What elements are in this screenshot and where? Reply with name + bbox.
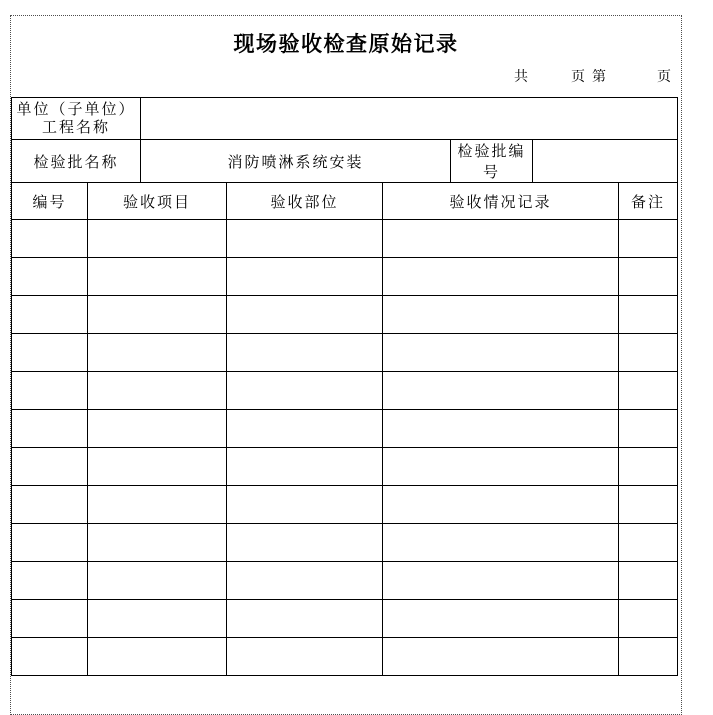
- empty-cell: [619, 562, 678, 600]
- empty-cell: [12, 448, 88, 486]
- empty-cell: [619, 524, 678, 562]
- empty-cell: [383, 486, 619, 524]
- empty-cell: [227, 372, 383, 410]
- form-header-rows: [12, 98, 678, 220]
- empty-cell: [383, 220, 619, 258]
- page-ordinal-label: 第: [592, 70, 606, 85]
- empty-data-row: [12, 600, 678, 638]
- empty-cell: [227, 410, 383, 448]
- empty-cell: [619, 296, 678, 334]
- empty-data-row: [12, 334, 678, 372]
- empty-cell: [619, 220, 678, 258]
- batch-name-value-cell: 消防喷淋系统安装: [141, 140, 451, 183]
- empty-cell: [88, 562, 227, 600]
- page-unit-label: 页: [657, 70, 671, 85]
- empty-cell: [619, 486, 678, 524]
- empty-cell: [88, 600, 227, 638]
- empty-cell: [12, 334, 88, 372]
- empty-cell: [12, 638, 88, 676]
- empty-cell: [619, 258, 678, 296]
- empty-cell: [88, 410, 227, 448]
- empty-cell: [88, 258, 227, 296]
- empty-cell: [12, 600, 88, 638]
- empty-cell: [12, 562, 88, 600]
- empty-cell: [227, 638, 383, 676]
- header-cell-number: 编号: [12, 183, 88, 220]
- header-cell-item: 验收项目: [88, 183, 227, 220]
- empty-cell: [619, 600, 678, 638]
- empty-cell: [619, 372, 678, 410]
- header-cell-record: 验收情况记录: [383, 183, 619, 220]
- empty-data-row: [12, 448, 678, 486]
- header-cell-location: 验收部位: [227, 183, 383, 220]
- empty-cell: [88, 334, 227, 372]
- empty-cell: [227, 220, 383, 258]
- empty-cell: [88, 638, 227, 676]
- batch-no-value-cell: [533, 140, 678, 183]
- unit-project-value-cell: [141, 98, 678, 140]
- batch-row: [12, 140, 678, 183]
- pages-unit-label: 页: [571, 70, 585, 85]
- unit-project-row: [12, 98, 678, 140]
- empty-cell: [227, 334, 383, 372]
- empty-cell: [88, 220, 227, 258]
- empty-data-row: [12, 524, 678, 562]
- empty-cell: [12, 372, 88, 410]
- inspection-record-table: [11, 97, 678, 676]
- empty-cell: [619, 448, 678, 486]
- unit-project-label-cell: [12, 98, 141, 140]
- empty-cell: [383, 296, 619, 334]
- empty-cell: [227, 562, 383, 600]
- pages-total-label: 共: [514, 70, 528, 85]
- empty-cell: [12, 296, 88, 334]
- empty-cell: [12, 524, 88, 562]
- empty-data-row: [12, 296, 678, 334]
- empty-cell: [383, 562, 619, 600]
- empty-cell: [12, 486, 88, 524]
- empty-cell: [88, 448, 227, 486]
- empty-cell: [88, 372, 227, 410]
- empty-cell: [383, 448, 619, 486]
- empty-cell: [227, 296, 383, 334]
- empty-cell: [383, 524, 619, 562]
- empty-cell: [227, 258, 383, 296]
- empty-data-row: [12, 638, 678, 676]
- empty-cell: [383, 638, 619, 676]
- empty-cell: [383, 600, 619, 638]
- header-cell-remarks: 备注: [619, 183, 678, 220]
- empty-cell: [12, 220, 88, 258]
- empty-cell: [227, 600, 383, 638]
- empty-cell: [88, 524, 227, 562]
- batch-no-label-cell: 检验批编号: [451, 140, 533, 183]
- empty-cell: [619, 638, 678, 676]
- empty-cell: [227, 448, 383, 486]
- batch-name-label-cell: 检验批名称: [12, 140, 141, 183]
- empty-cell: [383, 334, 619, 372]
- empty-cell: [383, 258, 619, 296]
- empty-data-row: [12, 410, 678, 448]
- empty-cell: [88, 296, 227, 334]
- empty-rows-body: [12, 220, 678, 676]
- empty-cell: [383, 410, 619, 448]
- empty-data-row: [12, 372, 678, 410]
- empty-data-row: [12, 562, 678, 600]
- empty-cell: [12, 258, 88, 296]
- empty-data-row: [12, 486, 678, 524]
- empty-data-row: [12, 258, 678, 296]
- empty-cell: [619, 334, 678, 372]
- empty-cell: [619, 410, 678, 448]
- empty-data-row: [12, 220, 678, 258]
- document-title: 现场验收检查原始记录: [233, 33, 459, 56]
- empty-cell: [227, 486, 383, 524]
- empty-cell: [383, 372, 619, 410]
- empty-cell: [12, 410, 88, 448]
- empty-cell: [227, 524, 383, 562]
- empty-cell: [88, 486, 227, 524]
- unit-project-label-line2: 工程名称: [42, 119, 111, 136]
- unit-project-label-line1: 单位（子单位）: [16, 101, 136, 118]
- table-header-row: [12, 183, 678, 220]
